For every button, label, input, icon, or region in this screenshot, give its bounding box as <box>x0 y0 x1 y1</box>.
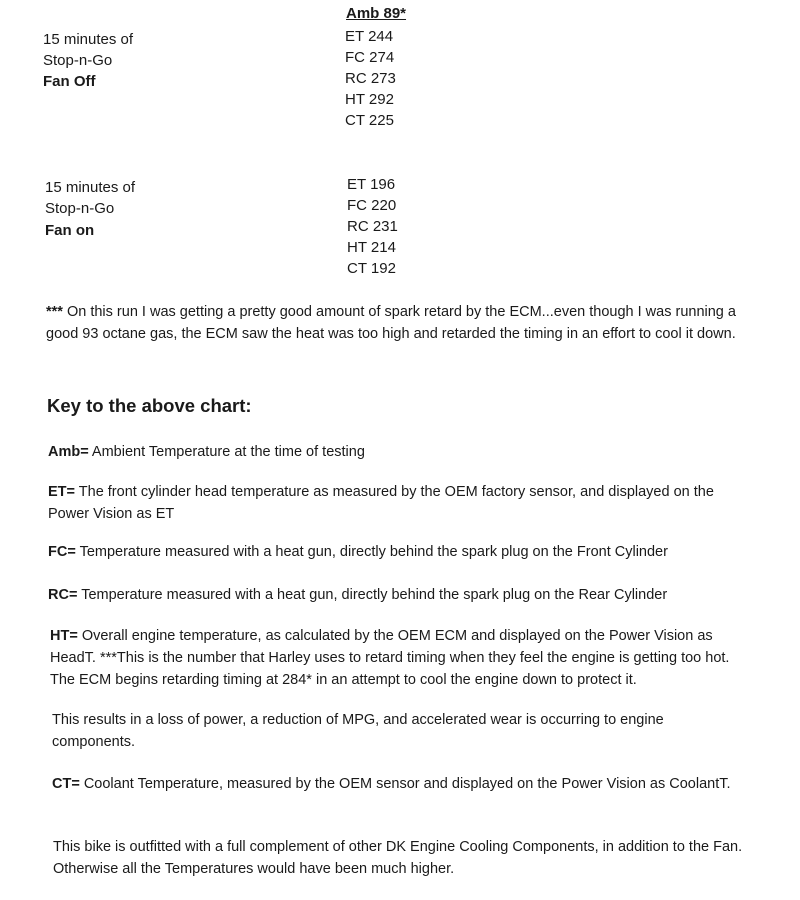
run2-value-ht: HT 214 <box>347 239 396 256</box>
key-definition: Temperature measured with a heat gun, directly behind the spark plug on the Rear Cylinder <box>77 587 668 603</box>
run1-label-line2: Stop-n-Go <box>43 52 113 69</box>
key-item-ht <box>50 625 740 691</box>
note-text: On this run I was getting a pretty good amount of spark retard by the ECM...even though I was running a good 93 octane gas, the ECM saw the heat was too high and retarded the timing in an effort to cool it down. <box>46 304 736 342</box>
key-definition: Overall engine temperature, as calculated by the OEM ECM and displayed on the Power Vision as HeadT. ***This is the number that Harley uses to retard timing when they feel the engine is getting too hot. The ECM begins retarding timing at 284* in an attempt to cool the engine down to protect it. <box>50 628 730 688</box>
run1-label-line1: 15 minutes of <box>43 31 134 48</box>
loss-paragraph: This results in a loss of power, a reduction of MPG, and accelerated wear is occurring to engine components. <box>52 712 664 750</box>
run2-label-line2: Stop-n-Go <box>45 200 115 217</box>
closing-paragraph: This bike is outfitted with a full complement of other DK Engine Cooling Components, in addition to the Fan. Otherwise all the Temperatures would have been much higher. <box>53 839 743 877</box>
key-term: CT= <box>52 776 80 792</box>
run2-label-fan-state: Fan on <box>45 222 95 239</box>
key-item-amb <box>48 441 748 463</box>
run1-label-fan-state: Fan Off <box>43 73 96 90</box>
key-item-rc <box>48 584 748 606</box>
run1-value-fc: FC 274 <box>345 49 395 66</box>
key-term: RC= <box>48 587 78 603</box>
key-item-fc <box>48 541 748 563</box>
key-definition: Coolant Temperature, measured by the OEM sensor and displayed on the Power Vision as CoolantT. <box>79 776 731 792</box>
key-term: Amb= <box>48 444 89 460</box>
note-stars: *** <box>46 304 63 320</box>
ambient-column-header: Amb 89* <box>346 5 407 22</box>
run2-value-fc: FC 220 <box>347 197 397 214</box>
key-definition: The front cylinder head temperature as measured by the OEM factory sensor, and displayed on the Power Vision as ET <box>48 484 714 522</box>
run2-value-ct: CT 192 <box>347 260 396 277</box>
spark-retard-note <box>46 301 746 345</box>
key-item-et <box>48 481 748 525</box>
run1-value-ct: CT 225 <box>345 112 394 129</box>
key-term: ET= <box>48 484 75 500</box>
run2-label-line1: 15 minutes of <box>45 179 136 196</box>
run2-value-rc: RC 231 <box>347 218 398 235</box>
key-item-ct <box>52 773 742 795</box>
key-definition: Ambient Temperature at the time of testing <box>88 444 365 460</box>
key-term: FC= <box>48 544 76 560</box>
key-term: HT= <box>50 628 78 644</box>
run2-value-et: ET 196 <box>347 176 396 193</box>
key-definition: Temperature measured with a heat gun, directly behind the spark plug on the Front Cylinder <box>75 544 668 560</box>
run1-value-ht: HT 292 <box>345 91 394 108</box>
run1-value-et: ET 244 <box>345 28 394 45</box>
key-heading: Key to the above chart: <box>47 395 252 416</box>
run1-value-rc: RC 273 <box>345 70 396 87</box>
